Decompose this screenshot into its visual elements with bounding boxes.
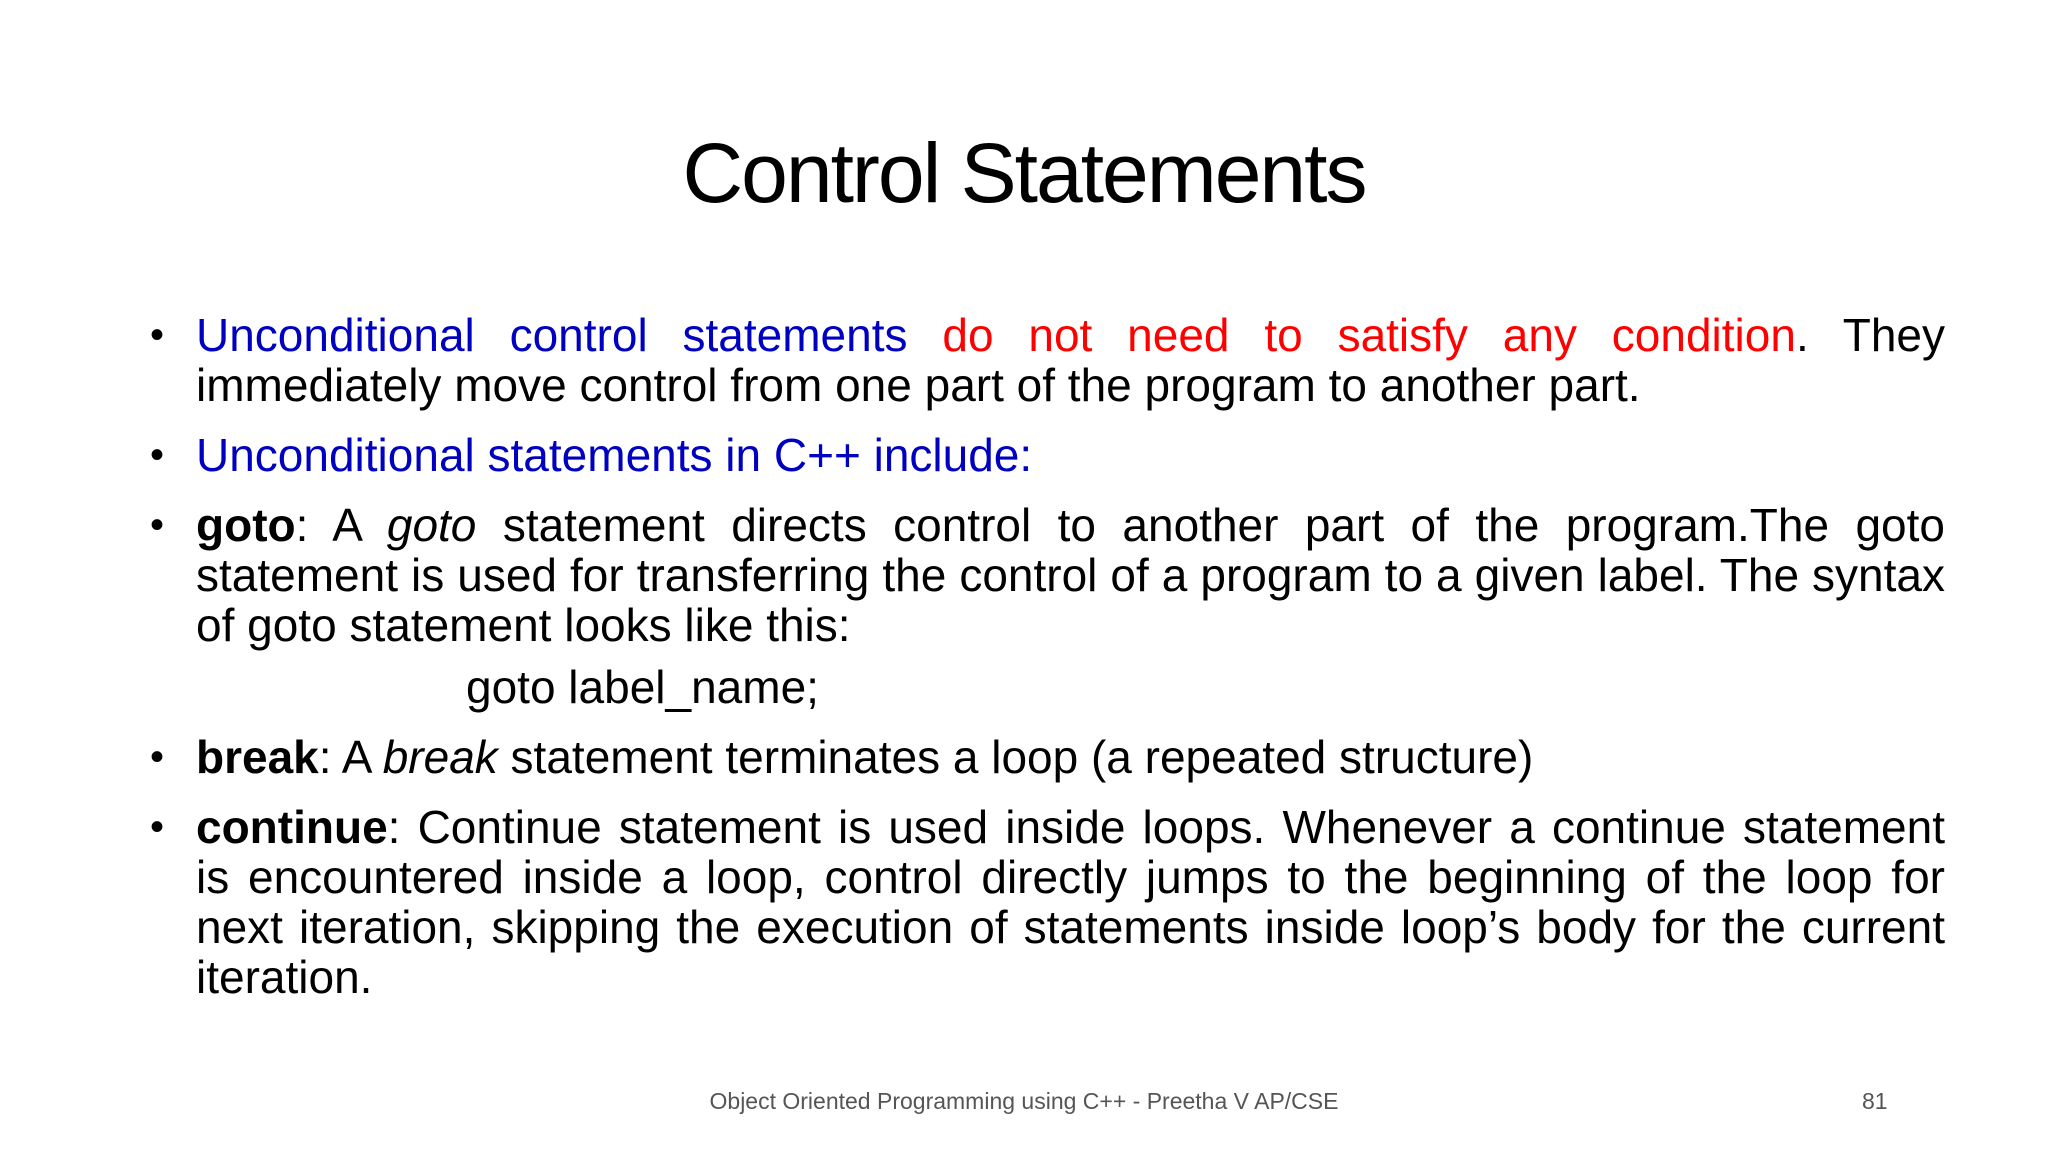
bullet-continue: [150, 802, 1945, 1002]
italic-goto: goto: [386, 499, 477, 551]
bullet-text: statement terminates a loop (a repeated structure): [497, 731, 1534, 783]
bullet-marker: •: [150, 503, 165, 547]
bullet-text: statement directs control to another part of the program.The goto statement is used for transferring the control of a program to a given label. The syntax of goto statement looks like this:: [196, 499, 1945, 651]
bullet-text: : Continue statement is used inside loops. Whenever a continue statement is encountered inside a loop, control directly jumps to the beginning of the loop for next iteration, skipping the execution of statements inside loop’s body for the current iteration.: [196, 801, 1945, 1003]
slide-content: [150, 310, 1945, 1022]
bullet-unconditional-include: [150, 430, 1945, 480]
bullet-marker: •: [150, 313, 165, 357]
keyword-continue: continue: [196, 801, 388, 853]
slide-title: Control Statements: [682, 126, 1366, 220]
goto-syntax-example: goto label_name;: [466, 661, 819, 713]
keyword-goto: goto: [196, 499, 296, 551]
bullet-unconditional-definition: [150, 310, 1945, 410]
slide-footer: Object Oriented Programming using C++ - Preetha V AP/CSE: [709, 1088, 1339, 1114]
italic-break: break: [382, 731, 498, 783]
bullet-goto: [150, 500, 1945, 650]
highlight-phrase: do not need to satisfy any condition: [942, 309, 1796, 361]
page-number: 81: [1862, 1088, 1888, 1114]
bullet-marker: •: [150, 805, 165, 849]
bullet-text: . They immediately move control from one part of the program to another part.: [196, 309, 1946, 411]
bullet-text: Unconditional statements in C++ include:: [196, 429, 1033, 481]
bullet-break: [150, 732, 1945, 782]
highlight-term: Unconditional control statements: [196, 309, 908, 361]
bullet-separator: : A: [318, 731, 383, 783]
bullet-marker: •: [150, 433, 165, 477]
bullet-marker: •: [150, 735, 165, 779]
keyword-break: break: [196, 731, 319, 783]
bullet-separator: : A: [295, 499, 387, 551]
